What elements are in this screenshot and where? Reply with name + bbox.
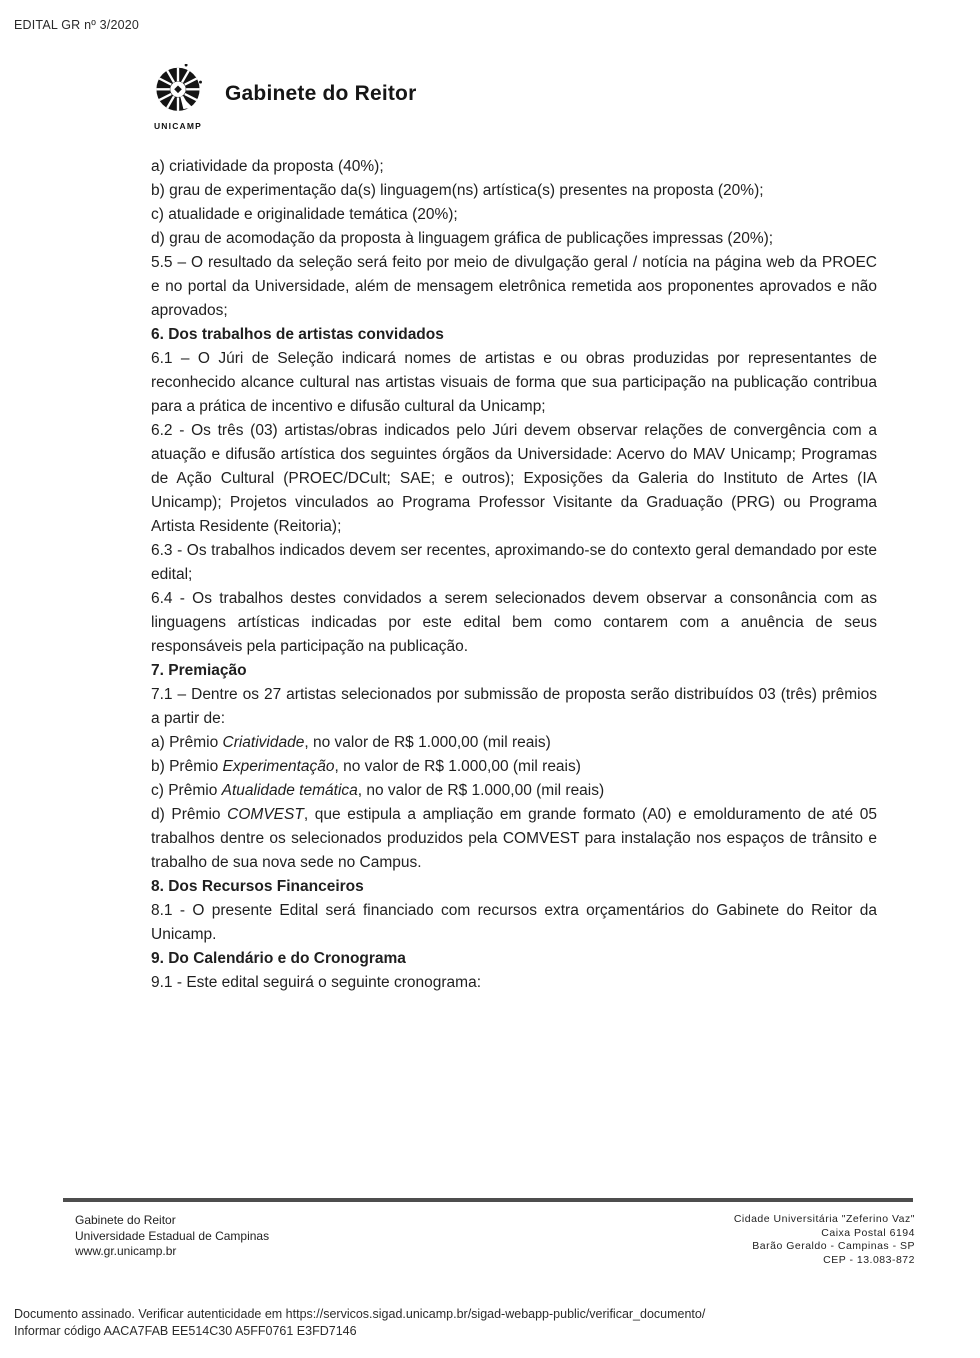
paragraph-6-4: 6.4 - Os trabalhos destes convidados a serem selecionados devem observar a consonância com as linguagens artísticas indicadas por este edital bem como contarem com a anuência de seus responsáveis pela participação na publicação. bbox=[151, 590, 877, 655]
footer-address-right bbox=[734, 1213, 915, 1267]
footer-cep: CEP - 13.083-872 bbox=[823, 1253, 915, 1266]
prize-suffix: , no valor de R$ 1.000,00 (mil reais) bbox=[334, 758, 581, 775]
prize-item-b bbox=[151, 755, 877, 779]
logo-caption: UNICAMP bbox=[153, 121, 203, 131]
section-8-title: 8. Dos Recursos Financeiros bbox=[151, 878, 364, 895]
prize-suffix: , que estipula a ampliação em grande formato (A0) e emolduramento de até 05 trabalhos dentre os selecionados produzidos pela COMVEST para instalação nos espaços de trânsito e trabalho de sua nova sede no Campus. bbox=[151, 806, 877, 871]
paragraph-6-2: 6.2 - Os três (03) artistas/obras indicados pelo Júri devem observar relações de convergência com a atuação e difusão artística dos seguintes órgãos da Universidade: Acervo do MAV Unicamp; Programas de Ação Cultural (PROEC/DCult; SAE; e outros); Exposições da Galeria do Instituto de Artes (IA Unicamp); Projetos vinculados ao Programa Professor Visitante da Graduação (PRG) ou Programa Artista Residente (Reitoria); bbox=[151, 422, 877, 535]
footer-po-box: Caixa Postal 6194 bbox=[821, 1226, 915, 1239]
section-9-title: 9. Do Calendário e do Cronograma bbox=[151, 950, 406, 967]
section-6-title: 6. Dos trabalhos de artistas convidados bbox=[151, 326, 444, 343]
paragraph-9-1: 9.1 - Este edital seguirá o seguinte cronograma: bbox=[151, 974, 481, 991]
document-reference: EDITAL GR nº 3/2020 bbox=[14, 18, 140, 32]
footer-org-name: Gabinete do Reitor bbox=[75, 1213, 176, 1227]
criterion-d: d) grau de acomodação da proposta à linguagem gráfica de publicações impressas (20%); bbox=[151, 230, 774, 247]
paragraph-6-1: 6.1 – O Júri de Seleção indicará nomes de artistas e ou obras produzidas por representantes de reconhecido alcance cultural nas artistas visuais de forma que sua participação na publicação contribua para a prática de incentivo e difusão cultural da Unicamp; bbox=[151, 350, 877, 415]
document-body bbox=[151, 155, 877, 995]
footer-address-left bbox=[75, 1213, 269, 1260]
prize-name: COMVEST bbox=[227, 806, 304, 823]
prize-item-d bbox=[151, 803, 877, 875]
prize-item-c bbox=[151, 779, 877, 803]
signature-code-line: Informar código AACA7FAB EE514C30 A5FF0761 E3FD7146 bbox=[14, 1323, 357, 1338]
unicamp-emblem-icon bbox=[151, 64, 205, 120]
paragraph-6-3: 6.3 - Os trabalhos indicados devem ser recentes, aproximando-se do contexto geral demandado por este edital; bbox=[151, 542, 877, 583]
signature-verification bbox=[14, 1306, 705, 1339]
prize-item-a bbox=[151, 731, 877, 755]
footer-website: www.gr.unicamp.br bbox=[75, 1244, 177, 1258]
footer-divider bbox=[63, 1198, 913, 1202]
paragraph-8-1: 8.1 - O presente Edital será financiado com recursos extra orçamentários do Gabinete do Reitor da Unicamp. bbox=[151, 902, 877, 943]
prize-prefix: c) Prêmio bbox=[151, 782, 222, 799]
prize-suffix: , no valor de R$ 1.000,00 (mil reais) bbox=[357, 782, 605, 799]
prize-prefix: d) Prêmio bbox=[151, 806, 228, 823]
signature-verification-line: Documento assinado. Verificar autenticidade em https://servicos.sigad.unicamp.br/sigad-webapp-public/verificar_documento/ bbox=[14, 1307, 706, 1321]
prize-suffix: , no valor de R$ 1.000,00 (mil reais) bbox=[304, 734, 551, 751]
prize-prefix: b) Prêmio bbox=[151, 758, 223, 775]
prize-name: Criatividade bbox=[222, 734, 305, 751]
prize-prefix: a) Prêmio bbox=[151, 734, 223, 751]
footer-city: Cidade Universitária "Zeferino Vaz" bbox=[733, 1213, 915, 1225]
org-title: Gabinete do Reitor bbox=[225, 81, 417, 105]
paragraph-5-5: 5.5 – O resultado da seleção será feito por meio de divulgação geral / notícia na página web da PROEC e no portal da Universidade, além de mensagem eletrônica remetida aos proponentes aprovados e não aprovados; bbox=[151, 254, 877, 319]
paragraph-7-1: 7.1 – Dentre os 27 artistas selecionados por submissão de proposta serão distribuídos 03 (três) prêmios a partir de: bbox=[151, 686, 877, 727]
criterion-c: c) atualidade e originalidade temática (20%); bbox=[151, 206, 458, 223]
prize-name: Atualidade temática bbox=[221, 782, 358, 799]
unicamp-logo bbox=[147, 64, 209, 131]
criterion-b: b) grau de experimentação da(s) linguagem(ns) artística(s) presentes na proposta (20%); bbox=[151, 182, 764, 199]
section-7-title: 7. Premiação bbox=[151, 662, 247, 679]
footer-university-name: Universidade Estadual de Campinas bbox=[75, 1228, 270, 1243]
footer-district: Barão Geraldo - Campinas - SP bbox=[752, 1240, 915, 1252]
letterhead bbox=[147, 64, 416, 131]
criterion-a: a) criatividade da proposta (40%); bbox=[151, 158, 384, 175]
prize-name: Experimentação bbox=[222, 758, 335, 775]
